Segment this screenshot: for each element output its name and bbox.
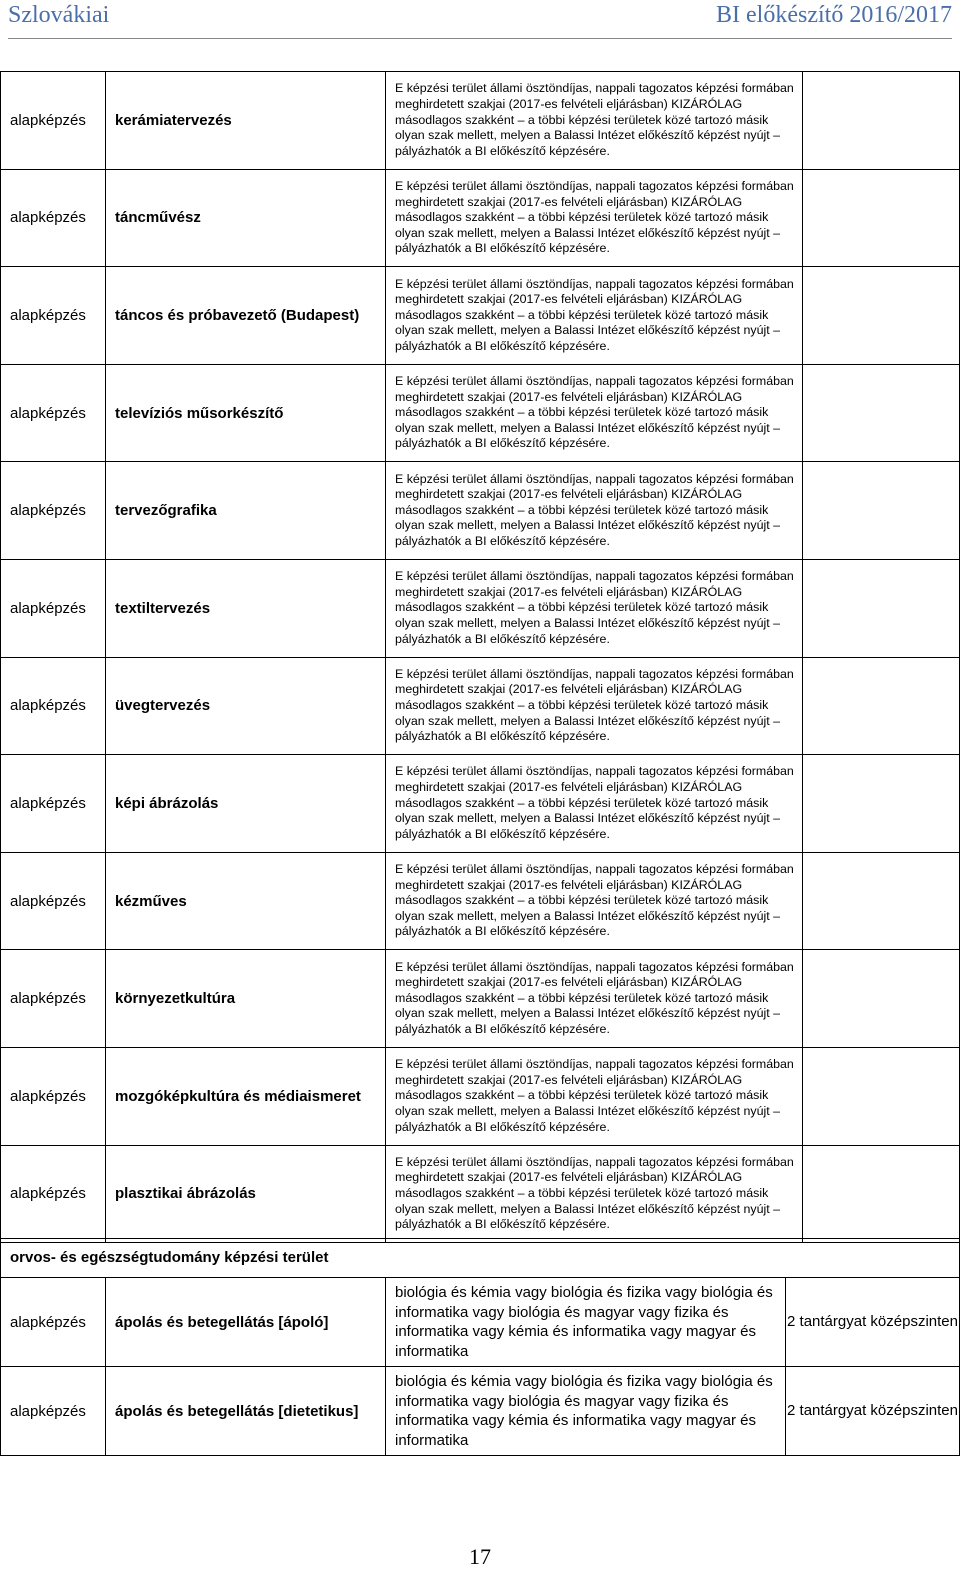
level-cell: alapképzés xyxy=(1,852,106,950)
empty-cell xyxy=(803,364,960,462)
empty-cell xyxy=(803,462,960,560)
description-cell: E képzési terület állami ösztöndíjas, nappali tagozatos képzési formában meghirdetett szakjai (2017-es felvételi eljárásban) KIZÁRÓLAG másodlagos szakként – a többi képzési területek közé tartozó másik olyan szak mellett, melyen a Balassi Intézet előkészítő képzést nyújt – pályázhatók a BI előkészítő képzésére. xyxy=(386,1047,803,1145)
table-row xyxy=(1,1367,960,1456)
health-programs-table xyxy=(0,1238,960,1456)
level-cell: alapképzés xyxy=(1,169,106,267)
table-row xyxy=(1,169,960,267)
level-cell: alapképzés xyxy=(1,1145,106,1243)
description-cell: E képzési terület állami ösztöndíjas, nappali tagozatos képzési formában meghirdetett szakjai (2017-es felvételi eljárásban) KIZÁRÓLAG másodlagos szakként – a többi képzési területek közé tartozó másik olyan szak mellett, melyen a Balassi Intézet előkészítő képzést nyújt – pályázhatók a BI előkészítő képzésére. xyxy=(386,657,803,755)
level-cell: alapképzés xyxy=(1,657,106,755)
program-name-cell: tervezőgrafika xyxy=(106,462,386,560)
program-name-cell: üvegtervezés xyxy=(106,657,386,755)
table-row xyxy=(1,852,960,950)
level-cell: alapképzés xyxy=(1,950,106,1048)
table-row xyxy=(1,72,960,170)
program-name-cell: ápolás és betegellátás [dietetikus] xyxy=(106,1367,386,1456)
table-row xyxy=(1,1047,960,1145)
description-cell: E képzési terület állami ösztöndíjas, nappali tagozatos képzési formában meghirdetett szakjai (2017-es felvételi eljárásban) KIZÁRÓLAG másodlagos szakként – a többi képzési területek közé tartozó másik olyan szak mellett, melyen a Balassi Intézet előkészítő képzést nyújt – pályázhatók a BI előkészítő képzésére. xyxy=(386,559,803,657)
header-program: BI előkészítő 2016/2017 xyxy=(716,2,952,28)
empty-cell xyxy=(803,755,960,853)
table-row xyxy=(1,559,960,657)
section-title: orvos- és egészségtudomány képzési terület xyxy=(1,1239,960,1278)
level-cell: alapképzés xyxy=(1,755,106,853)
description-cell: E képzési terület állami ösztöndíjas, nappali tagozatos képzési formában meghirdetett szakjai (2017-es felvételi eljárásban) KIZÁRÓLAG másodlagos szakként – a többi képzési területek közé tartozó másik olyan szak mellett, melyen a Balassi Intézet előkészítő képzést nyújt – pályázhatók a BI előkészítő képzésére. xyxy=(386,462,803,560)
program-name-cell: kerámiatervezés xyxy=(106,72,386,170)
table-row xyxy=(1,462,960,560)
level-cell: alapképzés xyxy=(1,1047,106,1145)
description-cell: E képzési terület állami ösztöndíjas, nappali tagozatos képzési formában meghirdetett szakjai (2017-es felvételi eljárásban) KIZÁRÓLAG másodlagos szakként – a többi képzési területek közé tartozó másik olyan szak mellett, melyen a Balassi Intézet előkészítő képzést nyújt – pályázhatók a BI előkészítő képzésére. xyxy=(386,169,803,267)
table-row xyxy=(1,657,960,755)
program-name-cell: táncos és próbavezető (Budapest) xyxy=(106,267,386,365)
empty-cell xyxy=(803,559,960,657)
required-subjects-cell: biológia és kémia vagy biológia és fizika vagy biológia és informatika vagy biológia és magyar vagy fizika és informatika vagy kémia és informatika vagy magyar és informatika xyxy=(386,1278,786,1367)
program-name-cell: táncművész xyxy=(106,169,386,267)
page-header xyxy=(0,0,960,40)
programs-table xyxy=(0,71,960,1243)
level-cell: alapképzés xyxy=(1,267,106,365)
description-cell: E képzési terület állami ösztöndíjas, nappali tagozatos képzési formában meghirdetett szakjai (2017-es felvételi eljárásban) KIZÁRÓLAG másodlagos szakként – a többi képzési területek közé tartozó másik olyan szak mellett, melyen a Balassi Intézet előkészítő képzést nyújt – pályázhatók a BI előkészítő képzésére. xyxy=(386,852,803,950)
description-cell: E képzési terület állami ösztöndíjas, nappali tagozatos képzési formában meghirdetett szakjai (2017-es felvételi eljárásban) KIZÁRÓLAG másodlagos szakként – a többi képzési területek közé tartozó másik olyan szak mellett, melyen a Balassi Intézet előkészítő képzést nyújt – pályázhatók a BI előkészítő képzésére. xyxy=(386,267,803,365)
header-country: Szlovákiai xyxy=(8,2,110,28)
level-cell: alapképzés xyxy=(1,364,106,462)
subject-level-cell: 2 tantárgyat középszinten xyxy=(786,1367,960,1456)
required-subjects-cell: biológia és kémia vagy biológia és fizika vagy biológia és informatika vagy biológia és magyar vagy fizika és informatika vagy kémia és informatika vagy magyar és informatika xyxy=(386,1367,786,1456)
program-name-cell: textiltervezés xyxy=(106,559,386,657)
empty-cell xyxy=(803,852,960,950)
level-cell: alapképzés xyxy=(1,72,106,170)
description-cell: E képzési terület állami ösztöndíjas, nappali tagozatos képzési formában meghirdetett szakjai (2017-es felvételi eljárásban) KIZÁRÓLAG másodlagos szakként – a többi képzési területek közé tartozó másik olyan szak mellett, melyen a Balassi Intézet előkészítő képzést nyújt – pályázhatók a BI előkészítő képzésére. xyxy=(386,364,803,462)
description-cell: E képzési terület állami ösztöndíjas, nappali tagozatos képzési formában meghirdetett szakjai (2017-es felvételi eljárásban) KIZÁRÓLAG másodlagos szakként – a többi képzési területek közé tartozó másik olyan szak mellett, melyen a Balassi Intézet előkészítő képzést nyújt – pályázhatók a BI előkészítő képzésére. xyxy=(386,72,803,170)
program-name-cell: ápolás és betegellátás [ápoló] xyxy=(106,1278,386,1367)
level-cell: alapképzés xyxy=(1,1367,106,1456)
program-name-cell: környezetkultúra xyxy=(106,950,386,1048)
empty-cell xyxy=(803,950,960,1048)
table-row xyxy=(1,1278,960,1367)
empty-cell xyxy=(803,1047,960,1145)
section-header-row xyxy=(1,1239,960,1278)
description-cell: E képzési terület állami ösztöndíjas, nappali tagozatos képzési formában meghirdetett szakjai (2017-es felvételi eljárásban) KIZÁRÓLAG másodlagos szakként – a többi képzési területek közé tartozó másik olyan szak mellett, melyen a Balassi Intézet előkészítő képzést nyújt – pályázhatók a BI előkészítő képzésére. xyxy=(386,755,803,853)
program-name-cell: kézműves xyxy=(106,852,386,950)
program-name-cell: képi ábrázolás xyxy=(106,755,386,853)
empty-cell xyxy=(803,657,960,755)
page-number: 17 xyxy=(469,1544,491,1569)
description-cell: E képzési terület állami ösztöndíjas, nappali tagozatos képzési formában meghirdetett szakjai (2017-es felvételi eljárásban) KIZÁRÓLAG másodlagos szakként – a többi képzési területek közé tartozó másik olyan szak mellett, melyen a Balassi Intézet előkészítő képzést nyújt – pályázhatók a BI előkészítő képzésére. xyxy=(386,1145,803,1243)
program-name-cell: televíziós műsorkészítő xyxy=(106,364,386,462)
empty-cell xyxy=(803,1145,960,1243)
program-name-cell: mozgóképkultúra és médiaismeret xyxy=(106,1047,386,1145)
table-row xyxy=(1,755,960,853)
table-row xyxy=(1,950,960,1048)
level-cell: alapképzés xyxy=(1,462,106,560)
program-name-cell: plasztikai ábrázolás xyxy=(106,1145,386,1243)
table-row xyxy=(1,364,960,462)
table-row xyxy=(1,1145,960,1243)
level-cell: alapképzés xyxy=(1,1278,106,1367)
table-row xyxy=(1,267,960,365)
level-cell: alapképzés xyxy=(1,559,106,657)
description-cell: E képzési terület állami ösztöndíjas, nappali tagozatos képzési formában meghirdetett szakjai (2017-es felvételi eljárásban) KIZÁRÓLAG másodlagos szakként – a többi képzési területek közé tartozó másik olyan szak mellett, melyen a Balassi Intézet előkészítő képzést nyújt – pályázhatók a BI előkészítő képzésére. xyxy=(386,950,803,1048)
empty-cell xyxy=(803,72,960,170)
empty-cell xyxy=(803,169,960,267)
header-divider xyxy=(8,38,952,39)
subject-level-cell: 2 tantárgyat középszinten xyxy=(786,1278,960,1367)
empty-cell xyxy=(803,267,960,365)
